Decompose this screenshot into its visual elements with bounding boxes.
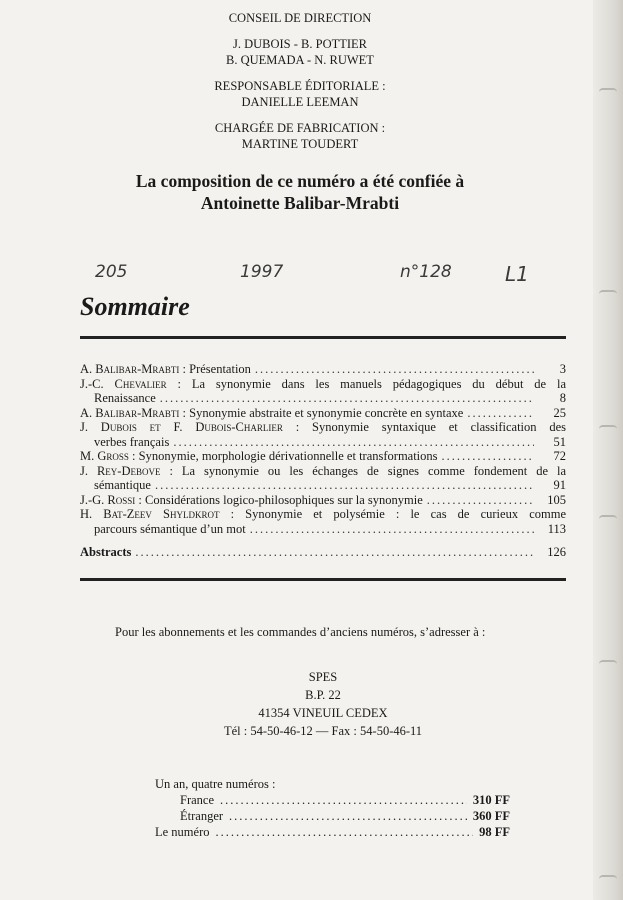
price-label: Le numéro [155, 825, 210, 839]
toc-entry[interactable] [80, 420, 566, 449]
editor-name: DANIELLE LEEMAN [241, 95, 359, 109]
toc-page: 113 [547, 521, 566, 536]
price-row [155, 792, 510, 808]
toc-page: 72 [553, 449, 566, 463]
table-of-contents [80, 362, 566, 536]
toc-title: : La synonymie ou les échanges de signes comme fondement de la [160, 463, 566, 478]
toc-author: A. Balibar-Mrabti [80, 362, 180, 376]
publisher-address [80, 668, 566, 740]
toc-author: J.-C. Chevalier [80, 376, 167, 391]
toc-entry[interactable] [80, 493, 566, 508]
council-heading: CONSEIL DE DIRECTION [228, 11, 372, 25]
toc-title: : Considérations logico-philosophiques sur la synonymie [135, 492, 423, 507]
toc-page: 105 [547, 492, 566, 507]
masthead [0, 10, 600, 152]
binding-ring [599, 425, 617, 433]
price-amount: 360 FF [472, 809, 510, 823]
price-row [155, 824, 510, 840]
handwritten-note: n°128 [400, 262, 452, 282]
abstracts-page: 126 [547, 545, 566, 559]
toc-entry[interactable] [80, 362, 566, 377]
toc-title: : Synonymie, morphologie dérivationnelle et transformations [128, 449, 438, 463]
publisher-contact: Tél : 54-50-46-12 — Fax : 54-50-46-11 [223, 724, 423, 738]
production-heading: CHARGÉE DE FABRICATION : [214, 121, 386, 135]
toc-title-cont: parcours sémantique d’un mot [94, 521, 246, 536]
toc-author: J.-G. Rossi [80, 492, 136, 507]
toc-title: : Synonymie et polysémie : le cas de curieux comme [219, 507, 566, 521]
toc-author: J. Dubois et F. Dubois-Charlier [80, 420, 283, 434]
toc-page: 8 [559, 391, 566, 405]
price-amount: 98 FF [479, 825, 510, 839]
price-label: Étranger [180, 809, 224, 823]
toc-entry[interactable] [80, 464, 566, 493]
toc-entry[interactable] [80, 449, 566, 464]
toc-title-cont: Renaissance [94, 391, 156, 405]
toc-title: : Présentation [179, 362, 251, 376]
price-amount: 310 FF [472, 793, 510, 807]
publisher-name: SPES [308, 670, 338, 684]
binding-ring [599, 290, 617, 298]
abstracts-entry[interactable] [80, 545, 566, 560]
top-divider [80, 336, 566, 339]
toc-title-cont: verbes français [94, 434, 170, 449]
price-label: France [180, 793, 215, 807]
toc-title: : Synonymie abstraite et synonymie concrète en syntaxe [179, 405, 464, 420]
handwritten-note: 205 [95, 262, 128, 282]
subscription-intro: Pour les abonnements et les commandes d’anciens numéros, s’adresser à : [115, 625, 486, 639]
credit-line: La composition de ce numéro a été confiée à [135, 171, 465, 191]
toc-entry[interactable] [80, 507, 566, 536]
toc-page: 25 [553, 405, 566, 420]
toc-author: H. Bat-Zeev Shyldkrot [80, 507, 220, 521]
council-line: J. DUBOIS - B. POTTIER [232, 37, 368, 51]
binding-ring [599, 515, 617, 523]
binding-ring [599, 875, 617, 883]
price-heading: Un an, quatre numéros : [155, 777, 276, 791]
binding-ring [599, 660, 617, 668]
credit-editor: Antoinette Balibar-Mrabti [200, 193, 400, 213]
toc-title-cont: sémantique [94, 478, 151, 492]
issue-credit [0, 170, 600, 214]
price-list [155, 776, 510, 840]
toc-page: 91 [553, 478, 566, 492]
toc-title: : Synonymie syntaxique et classification des [282, 420, 566, 434]
toc-author: A. Balibar-Mrabti [80, 405, 180, 420]
binding-ring [599, 88, 617, 96]
page-title: Sommaire [80, 292, 190, 321]
toc-title: : La synonymie dans les manuels pédagogiques du début de la [166, 376, 566, 391]
production-name: MARTINE TOUDERT [241, 137, 359, 151]
publisher-po-box: B.P. 22 [305, 688, 341, 702]
toc-entry[interactable] [80, 406, 566, 421]
council-line: B. QUEMADA - N. RUWET [226, 53, 374, 67]
toc-author: J. Rey-Debove [80, 463, 161, 478]
handwritten-note: L1 [505, 262, 529, 286]
toc-page: 3 [559, 362, 566, 376]
toc-entry[interactable] [80, 377, 566, 406]
publisher-city: 41354 VINEUIL CEDEX [258, 706, 388, 720]
editor-heading: RESPONSABLE ÉDITORIALE : [214, 79, 386, 93]
bottom-divider [80, 578, 566, 581]
price-row [155, 808, 510, 824]
toc-page: 51 [553, 434, 566, 449]
handwritten-note: 1997 [240, 262, 284, 282]
abstracts-label: Abstracts [80, 545, 132, 559]
toc-author: M. Gross [80, 449, 129, 463]
